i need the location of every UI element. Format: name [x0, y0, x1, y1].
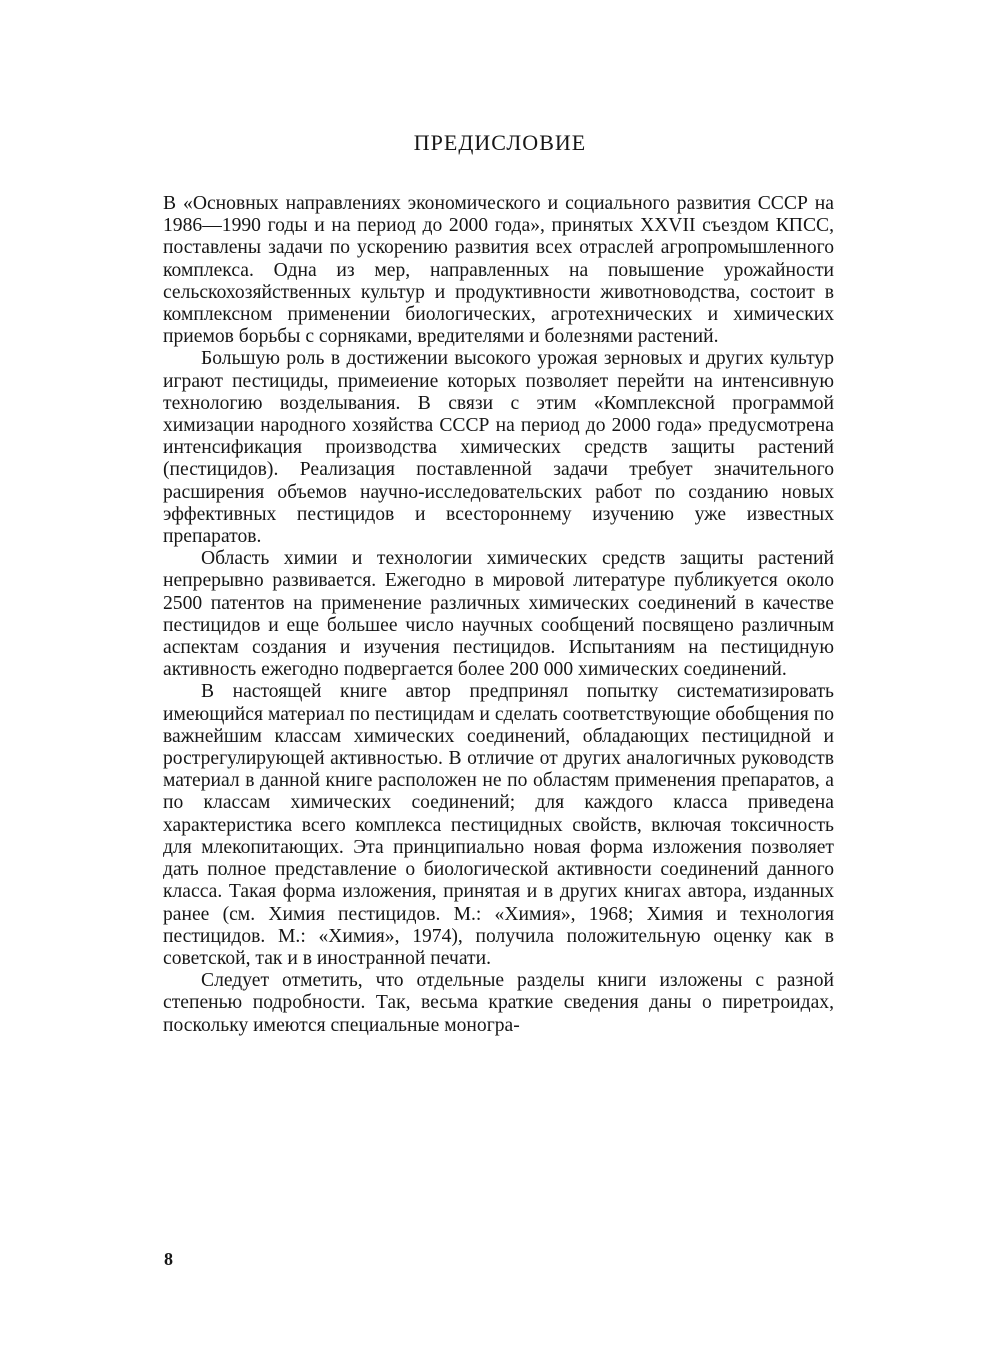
- paragraph-4: В настоящей книге автор предпринял попытку систематизировать имеющийся материал по пестицидам и сделать соответствующие обобщения по важнейшим классам химических соединений, обладающих пестицидной и рострегулирующей активностью. В отличие от других аналогичных руководств материал в данной книге расположен не по областям применения препаратов, а по классам химических соединений; для каждого класса приведена характеристика всего комплекса пестицидных свойств, включая токсичность для млекопитающих. Эта принципиально новая форма изложения позволяет дать полное представление о биологической активности соединений данного класса. Такая форма изложения, принятая и в других книгах автора, изданных ранее (см. Химия пестицидов. М.: «Химия», 1968; Химия и технология пестицидов. М.: «Химия», 1974), получила положительную оценку как в советской, так и в иностранной печати.: [163, 681, 834, 969]
- page-number: 8: [164, 1249, 173, 1269]
- body-text: [163, 193, 834, 1037]
- paragraph-5: Следует отметить, что отдельные разделы книги изложены с разной степенью подробности. Так, весьма краткие сведения даны о пиретроидах, поскольку имеются специальные моногра-: [163, 970, 834, 1036]
- paragraph-3: Область химии и технологии химических средств защиты растений непрерывно развивается. Ежегодно в мировой литературе публикуется около 2500 патентов на применение различных химических соединений в качестве пестицидов и еще большее число научных сообщений посвящено различным аспектам создания и изучения пестицидов. Испытаниям на пестицидную активность ежегодно подвергается более 200 000 химических соединений.: [163, 548, 834, 681]
- page-title: ПРЕДИСЛОВИЕ: [413, 130, 587, 155]
- paragraph-2: Большую роль в достижении высокого урожая зерновых и других культур играют пестициды, примеиение которых позволяет перейти на интенсивную технологию возделывания. В связи с этим «Комплексной программой химизации народного хозяйства СССР на период до 2000 года» предусмотрена интенсификация производства химических средств защиты растений (пестицидов). Реализация поставленной задачи требует значительного расширения объемов научно-исследовательских работ по созданию новых эффективных пестицидов и всестороннему изучению уже известных препаратов.: [163, 348, 834, 548]
- paragraph-1: В «Основных направлениях экономического и социального развития СССР на 1986—1990 годы и на период до 2000 года», принятых XXVII съездом КПСС, поставлены задачи по ускорению развития всех отраслей агропромышленного комплекса. Одна из мер, направленных на повышение урожайности сельскохозяйственных культур и продуктивности животноводства, состоит в комплексном применении биологических, агротехнических и химических приемов борьбы с сорняками, вредителями и болезнями растений.: [163, 193, 834, 348]
